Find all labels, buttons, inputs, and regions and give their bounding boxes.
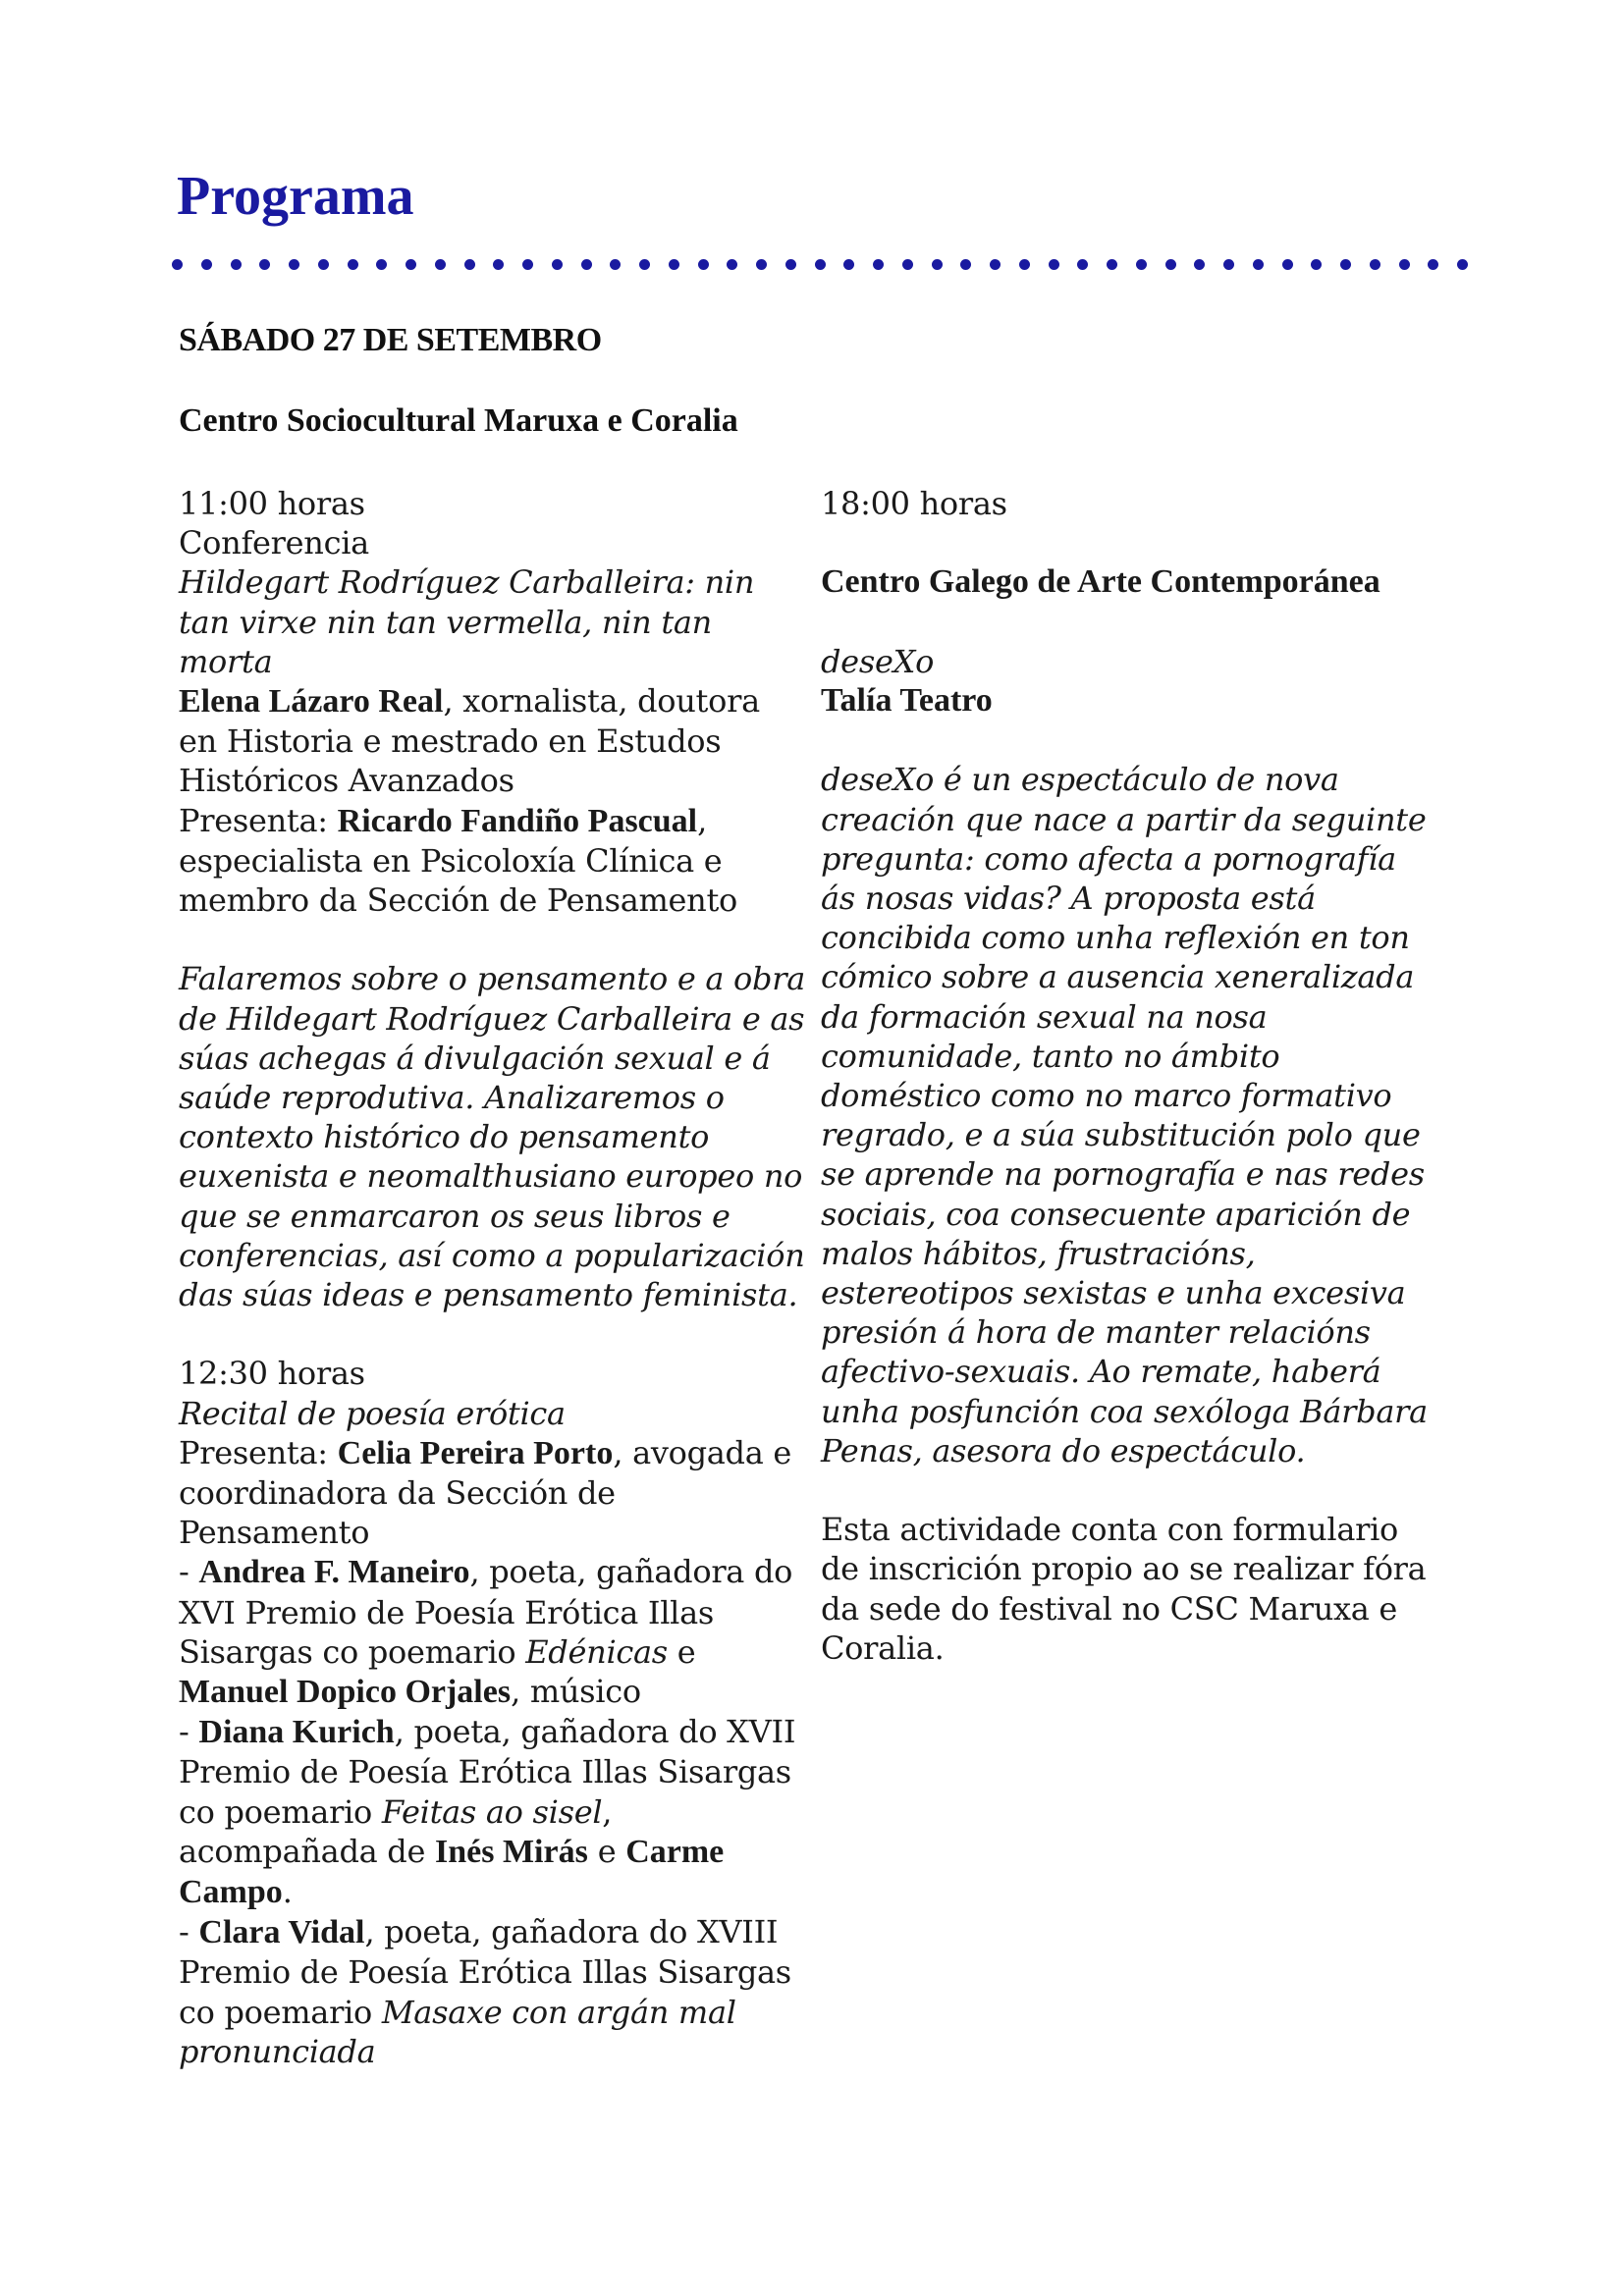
presenter-name: Ricardo Fandiño Pascual bbox=[337, 802, 698, 839]
divider-dot bbox=[1457, 259, 1468, 270]
divider-dot bbox=[1165, 259, 1176, 270]
divider-dot bbox=[698, 259, 709, 270]
divider-dot bbox=[1340, 259, 1351, 270]
divider-dot bbox=[843, 259, 854, 270]
divider-dot bbox=[815, 259, 826, 270]
divider-dot bbox=[1107, 259, 1117, 270]
event-time: 12:30 horas bbox=[179, 1355, 365, 1393]
divider-dot bbox=[902, 259, 913, 270]
show-title: deseXo bbox=[821, 642, 935, 680]
participant-entry bbox=[179, 1912, 807, 2071]
speaker-name: Elena Lázaro Real bbox=[179, 683, 444, 721]
event-title: Recital de poesía erótica bbox=[179, 1394, 566, 1432]
company-name: Talía Teatro bbox=[821, 681, 993, 719]
event-time: 18:00 horas bbox=[821, 485, 1007, 522]
presenter-prefix: Presenta: bbox=[179, 801, 338, 839]
divider-dot bbox=[727, 259, 737, 270]
event-venue: Centro Galego de Arte Contemporánea bbox=[821, 563, 1380, 601]
conjunction: e bbox=[587, 1832, 626, 1870]
participant-name: Inés Mirás bbox=[435, 1833, 588, 1870]
divider-dot bbox=[231, 259, 242, 270]
divider-dot bbox=[522, 259, 533, 270]
page-title: Programa bbox=[177, 166, 414, 227]
event-description: deseXo é un espectáculo de nova creación que nace a partir da seguinte pregunta: como afecta a pornografía ás nosas vidas? A proposta está concibida como unha reflexión en ton cómico sobre a ausencia xeneralizada da formación sexual na nosa comunidade, tanto no ámbito doméstico como no marco formativo regrado, e a súa substitución polo que se aprende na pornografía e nas redes sociais, coa consecuente aparición de malos hábitos, frustracións, estereotipos sexistas e unha excesiva presión á hora de manter relacións afectivo-sexuais. Ao remate, haberá unha posfunción coa sexóloga Bárbara Penas, asesora do espectáculo. bbox=[821, 761, 1428, 1469]
event-description: Falaremos sobre o pensamento e a obra de Hildegart Rodríguez Carballeira e as súas achegas á divulgación sexual e á saúde reprodutiva. Analizaremos o contexto histórico do pensamento euxenista e neomalthusiano europeo no que se enmarcaron os seus libros e conferencias, así como a popularización das súas ideas e pensamento feminista. bbox=[179, 960, 805, 1314]
program-date: SÁBADO 27 DE SETEMBRO bbox=[179, 322, 602, 358]
divider-dot bbox=[348, 259, 358, 270]
divider-dot bbox=[639, 259, 650, 270]
participant-description: , poeta, gañadora do XVI Premio de Poesía Erótica Illas Sisargas co poemario bbox=[179, 1553, 793, 1671]
divider-dot bbox=[669, 259, 679, 270]
divider-dot bbox=[259, 259, 270, 270]
list-dash: - bbox=[179, 1913, 199, 1951]
divider-dot bbox=[1253, 259, 1264, 270]
list-dash: - bbox=[179, 1713, 199, 1751]
divider-dot bbox=[610, 259, 621, 270]
divider-dot bbox=[1019, 259, 1030, 270]
divider-dot bbox=[1370, 259, 1380, 270]
divider-dot bbox=[1223, 259, 1234, 270]
punctuation: . bbox=[282, 1873, 293, 1911]
event-title: Hildegart Rodríguez Carballeira: nin tan virxe nin tan vermella, nin tan morta bbox=[179, 563, 755, 680]
participant-description: , poeta, gañadora do XVII Premio de Poesía Erótica Illas Sisargas co poemario bbox=[179, 1713, 796, 1831]
left-column bbox=[179, 484, 807, 2071]
participant-description: , músico bbox=[511, 1673, 641, 1711]
event-presenter bbox=[179, 1433, 807, 1553]
presenter-description: , avogada e coordinadora da Sección de Pensamento bbox=[179, 1433, 792, 1552]
divider-dot bbox=[1282, 259, 1293, 270]
divider-dot bbox=[581, 259, 592, 270]
divider-dot bbox=[1194, 259, 1205, 270]
participant-name: Manuel Dopico Orjales bbox=[179, 1674, 512, 1711]
event-time: 11:00 horas bbox=[179, 485, 365, 522]
divider-dot bbox=[873, 259, 884, 270]
book-title: Masaxe con argán mal pronunciada bbox=[179, 1993, 736, 2070]
divider-dot bbox=[1077, 259, 1088, 270]
divider-dot bbox=[1311, 259, 1322, 270]
divider-dot bbox=[932, 259, 943, 270]
divider-dot bbox=[990, 259, 1001, 270]
presenter-description: , especialista en Psicoloxía Clínica e membro da Sección de Pensamento bbox=[179, 801, 738, 920]
divider-dot bbox=[1049, 259, 1059, 270]
dotted-divider bbox=[172, 257, 1468, 271]
event-presenter bbox=[179, 801, 807, 921]
participant-entry bbox=[179, 1552, 807, 1712]
divider-dot bbox=[435, 259, 446, 270]
divider-dot bbox=[552, 259, 563, 270]
event-type: Conferencia bbox=[179, 524, 369, 562]
presenter-name: Celia Pereira Porto bbox=[337, 1434, 614, 1471]
list-dash: - bbox=[179, 1553, 199, 1591]
divider-dot bbox=[960, 259, 971, 270]
divider-dot bbox=[289, 259, 299, 270]
divider-dot bbox=[172, 259, 183, 270]
divider-dot bbox=[1136, 259, 1147, 270]
divider-dot bbox=[756, 259, 767, 270]
participant-entry bbox=[179, 1712, 807, 1912]
participant-name: Diana Kurich bbox=[198, 1714, 395, 1751]
speaker-description: , xornalista, doutora en Historia e mestrado en Estudos Históricos Avanzados bbox=[179, 682, 760, 800]
participant-description: , acompañada de bbox=[179, 1792, 613, 1870]
book-title: Feitas ao sisel bbox=[381, 1792, 603, 1831]
divider-dot bbox=[406, 259, 416, 270]
presenter-prefix: Presenta: bbox=[179, 1433, 338, 1471]
divider-dot bbox=[493, 259, 504, 270]
divider-dot bbox=[1399, 259, 1410, 270]
divider-dot bbox=[785, 259, 796, 270]
event-speaker bbox=[179, 681, 807, 801]
divider-dot bbox=[376, 259, 387, 270]
divider-dot bbox=[201, 259, 212, 270]
participant-name: Andrea F. Maneiro bbox=[198, 1554, 470, 1591]
registration-note: Esta actividade conta con formulario de inscrición propio ao se realizar fóra da sede do festival no CSC Maruxa e Coralia. bbox=[821, 1511, 1427, 1667]
participant-description: , poeta, gañadora do XVIII Premio de Poesía Erótica Illas Sisargas co poemario bbox=[179, 1913, 791, 2031]
participant-name: Carme Campo bbox=[179, 1833, 725, 1911]
divider-dot bbox=[318, 259, 329, 270]
right-column bbox=[821, 484, 1439, 1668]
divider-dot bbox=[1428, 259, 1438, 270]
program-venue: Centro Sociocultural Maruxa e Coralia bbox=[179, 402, 738, 439]
conjunction: e bbox=[667, 1632, 696, 1671]
divider-dot bbox=[464, 259, 475, 270]
participant-name: Clara Vidal bbox=[198, 1914, 365, 1951]
book-title: Edénicas bbox=[525, 1632, 668, 1671]
